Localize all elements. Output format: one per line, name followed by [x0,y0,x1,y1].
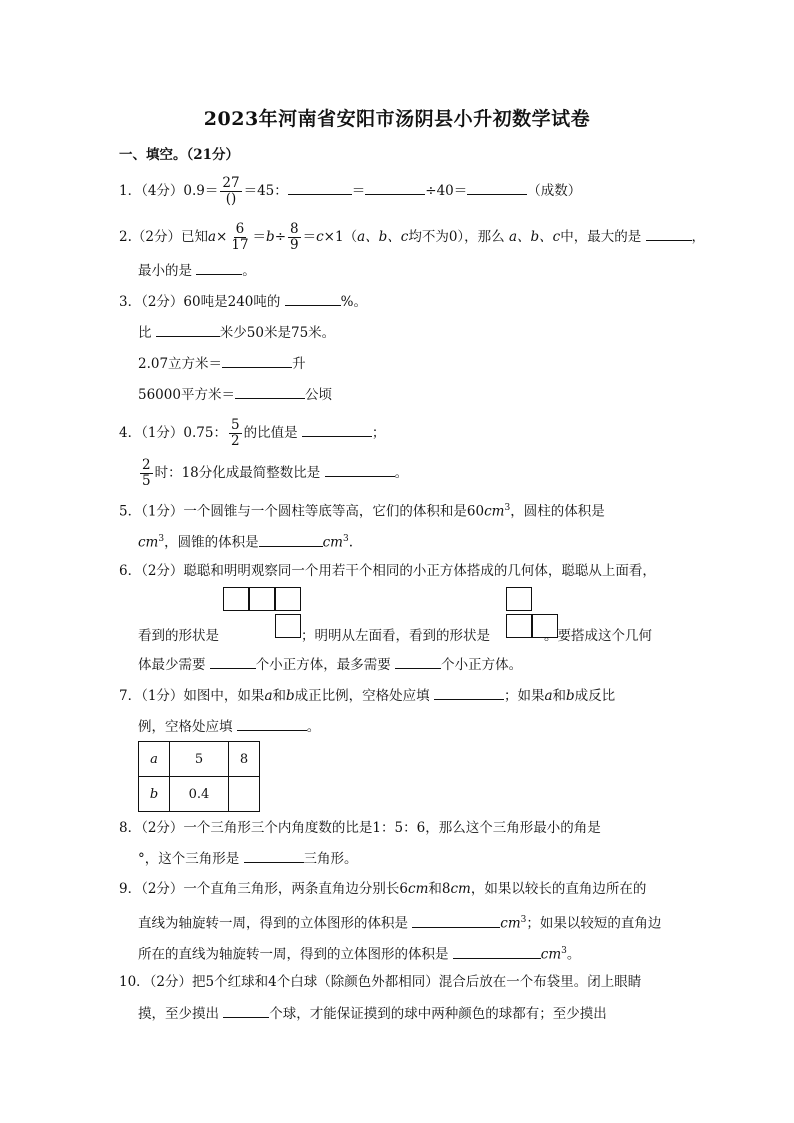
question-9: 9．（2分）一个直角三角形，两条直角边分别长6cm和8cm，如果以较长的直角边所在的 [119,881,647,897]
table-row: a 5 8 [139,742,260,777]
question-3-line-4: 56000平方米＝ 公顷 [138,384,332,405]
q2-fraction-1: $\frac{6}{17}$ [231,221,249,253]
question-8: 8．（2分）一个三角形三个内角度数的比是1：5：6，那么这个三角形最小的角是 [119,820,601,836]
question-2-line-2: 最小的是 。 [138,260,256,281]
question-10: 10．（2分）把5个红球和4个白球（除颜色外都相同）混合后放在一个布袋里。闭上眼睛 [119,974,642,990]
question-3: 3．（2分）60吨是240吨的 %。 [119,291,367,312]
answer-blank[interactable] [467,180,527,195]
question-5: 5．（1分）一个圆锥与一个圆柱等底等高，它们的体积和是$60cm^3$，圆柱的体积是 [119,503,605,520]
answer-blank[interactable] [365,180,425,195]
question-10-line-2: 摸，至少摸出 个球，才能保证摸到的球中两种颜色的球都有；至少摸出 [138,1003,607,1024]
question-6-line-3: 体最少需要 个小正方体，最多需要 个小正方体。 [138,654,522,675]
question-2: 2.（2分）已知a× $\frac{6}{17}$ ＝b÷ $\frac{8}{9}$ ＝c×1（a、b、c均不为0），那么 a、b、c中，最大的是 ， [119,221,706,253]
answer-blank[interactable] [453,944,541,959]
answer-blank[interactable] [646,226,692,241]
answer-blank[interactable] [259,532,323,547]
question-3-line-2: 比 米少50米是75米。 [138,322,335,343]
question-4-line-2: $\frac{2}{5}$ 时：18分化成最简整数比是 。 [142,457,409,489]
answer-blank[interactable] [285,291,341,306]
question-6-line-2: 看到的形状是 ；明明从左面看，看到的形状是 。要搭成这个几何 [138,628,652,644]
answer-blank[interactable] [395,654,441,669]
section-heading: 一、填空。（21分） [119,147,240,163]
answer-blank[interactable] [235,384,305,399]
question-9-line-3: 所在的直线为轴旋转一周，得到的立体图形的体积是 $cm^3$。 [138,941,580,965]
question-7-line-2: 例，空格处应填 。 [138,716,320,737]
answer-blank[interactable] [196,260,242,275]
answer-blank[interactable] [302,422,372,437]
question-5-line-2: $cm^3$，圆锥的体积是 $cm^3$. [138,529,353,553]
question-4: 4．（1分）0.75： $\frac{5}{2}$ 的比值是 ； [119,417,386,449]
answer-blank[interactable] [210,654,256,669]
question-6: 6．（2分）聪聪和明明观察同一个用若干个相同的小正方体搭成的几何体，聪聪从上面看， [119,563,656,579]
answer-blank[interactable] [325,462,395,477]
q1-prefix: 1．（4分）0.9＝ [119,183,219,199]
answer-blank[interactable] [156,322,220,337]
question-8-line-2: °，这个三角形是 三角形。 [138,848,358,869]
answer-blank[interactable] [223,1003,269,1018]
answer-blank[interactable] [244,848,304,863]
answer-blank[interactable] [412,913,500,928]
ab-table [138,741,260,812]
page-title: 2023年河南省安阳市汤阴县小升初数学试卷 [203,108,591,130]
question-3-line-3: 2.07立方米＝ 升 [138,353,306,374]
question-9-line-2: 直线为轴旋转一周，得到的立体图形的体积是 $cm^3$；如果以较短的直角边 [138,910,661,934]
table-row: b 0.4 [139,777,260,812]
answer-blank[interactable] [434,685,504,700]
blank-cell[interactable] [229,777,260,812]
q2-fraction-2: $\frac{8}{9}$ [290,221,299,253]
answer-blank[interactable] [222,353,292,368]
question-1: 1．（4分）0.9＝ $\frac{27}{()}$ ＝45： ＝ ÷40＝ （成数） [119,175,582,207]
question-7: 7．（1分）如图中，如果a和b成正比例，空格处应填 ；如果a和b成反比 [119,685,615,706]
answer-blank[interactable] [237,716,307,731]
q1-fraction: $\frac{27}{()}$ [222,175,240,207]
answer-blank[interactable] [288,180,352,195]
